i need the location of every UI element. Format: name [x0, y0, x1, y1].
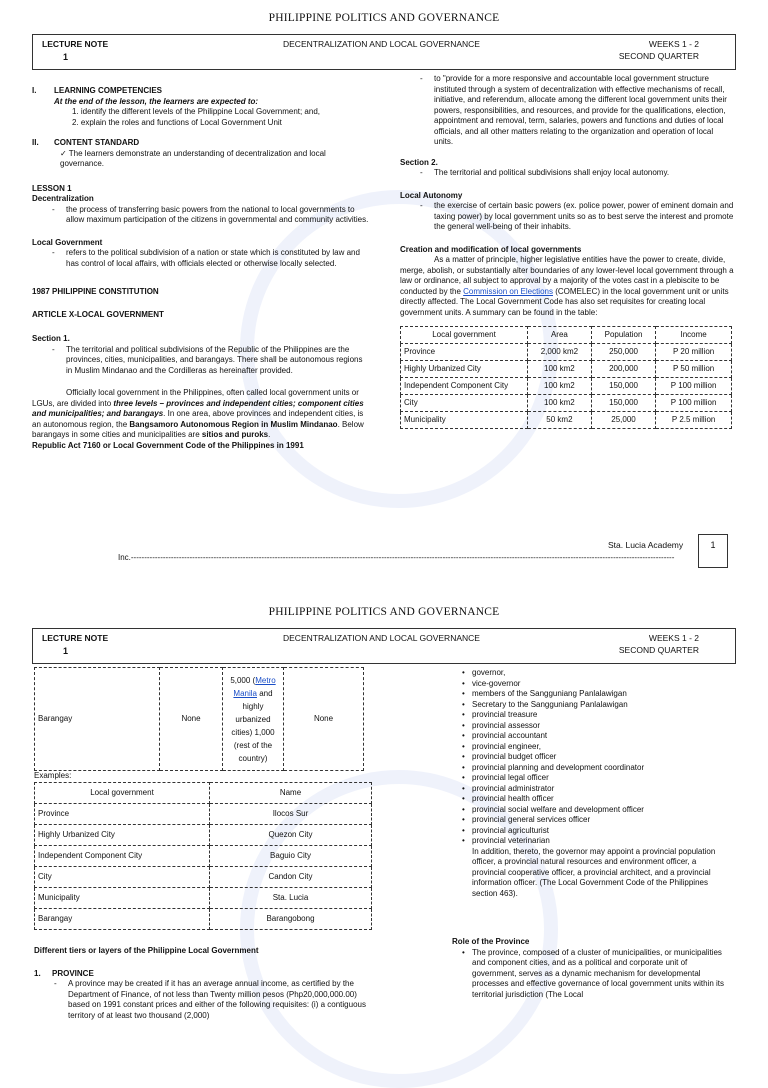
- page-number: 1: [698, 534, 728, 568]
- comelec-link[interactable]: Commission on Elections: [463, 286, 553, 296]
- list-item: 2. explain the roles and functions of Local Government Unit: [72, 117, 282, 127]
- paragraph: - The territorial and political subdivisions of the Republic of the Philippines are the provinces, cities, municipalities, and barangays. There shall be autonomous regions in Muslim Mindanao and the Cordilleras as hereinafter provided.: [32, 345, 370, 377]
- page-title: PHILIPPINE POLITICS AND GOVERNANCE: [268, 606, 500, 618]
- examples-label: Examples:: [34, 771, 72, 780]
- list-item: • provincial general services officer: [472, 815, 730, 826]
- tiers-section: [34, 946, 370, 1021]
- list-item: • The province, composed of a cluster of municipalities, or municipalities and component cities, and as a political and corporate unit of government, serves as a dynamic mechanism for developmental processes and effective governance of local government units within its territorial jurisdiction (The Local: [472, 948, 730, 1001]
- officials-column: [452, 668, 730, 1000]
- paragraph: As a matter of principle, higher legislative entities have the power to create, divide, merge, abolish, or substantially alter boundaries of any lower-level local government through a law or ordinance, all subject to approval by a majority of the votes cast in a plebiscite to be conducted by the Commission on Elections (COMELEC) in the local government unit or units directly affected. The Local Government Code has also set requisites for creating local government units. A summary can be found in the table:: [400, 255, 734, 317]
- table-row: Highly Urbanized City Quezon City: [35, 825, 372, 846]
- table-header-row: Local government Name: [35, 783, 372, 804]
- list-item: • provincial engineer,: [472, 742, 730, 753]
- list-item: 1. identify the different levels of the Philippine Local Government; and,: [72, 107, 321, 116]
- list-item: • Secretary to the Sangguniang Panlalawigan: [472, 700, 730, 711]
- list-item: • provincial accountant: [472, 731, 730, 742]
- list-item: • vice-governor: [472, 679, 730, 690]
- tiers-heading: Different tiers or layers of the Philippine Local Government: [34, 946, 259, 955]
- requisites-table: [400, 326, 732, 429]
- section-heading: CONTENT STANDARD: [54, 138, 140, 147]
- table-row: City Candon City: [35, 867, 372, 888]
- list-item: • governor,: [472, 668, 730, 679]
- section-heading: Section 2.: [400, 157, 438, 167]
- province-heading: PROVINCE: [52, 968, 94, 978]
- table-row: Barangay Barangobong: [35, 909, 372, 930]
- table-row: Independent Component City Baguio City: [35, 846, 372, 867]
- paragraph: Officially local government in the Philippines, often called local government units or LGUs, are divided into three levels – provinces and independent cities; component cities and municipalities; and barangays. In one area, above provinces and independent cities, is an autonomous region, the Bangsamoro Autonomous Region in Muslim Mindanao. Below barangays in some cities and municipalities are sitios and puroks.: [32, 388, 364, 439]
- section-number: II.: [32, 138, 39, 147]
- footer-academy: Sta. Lucia Academy: [608, 540, 684, 550]
- table-row: Municipality 50 km2 25,000 P 2.5 million: [401, 412, 732, 429]
- table-row: Highly Urbanized City 100 km2 200,000 P 50 million: [401, 361, 732, 378]
- quarter-label: SECOND QUARTER: [618, 645, 699, 655]
- table-row: Province Ilocos Sur: [35, 804, 372, 825]
- table-row: Municipality Sta. Lucia: [35, 888, 372, 909]
- list-item: • provincial treasure: [472, 710, 730, 721]
- role-list: [452, 948, 730, 1001]
- footer-inc: Inc.------------------------------------------------------------------------------------------------------------------------------------------------------------------------------------------------------------: [118, 553, 675, 562]
- ra-heading: Republic Act 7160 or Local Government Code of the Philippines in 1991: [32, 440, 304, 450]
- definition: - the exercise of certain basic powers (ex. police power, power of eminent domain and taxing power) by local government units so as to best serve the interest and promote the general well-being of their inhabits.: [400, 201, 734, 233]
- lecture-header: [32, 34, 736, 70]
- list-item: • provincial legal officer: [472, 773, 730, 784]
- list-item: • provincial social welfare and development officer: [472, 805, 730, 816]
- right-column: [400, 74, 734, 429]
- table-header-row: Local government Area Population Income: [401, 327, 732, 344]
- table-row: Province 2,000 km2 250,000 P 20 million: [401, 344, 732, 361]
- definition: - the process of transferring basic powers from the national to local governments to allow maximum participation of the citizens in governmental and community activities.: [32, 205, 370, 226]
- weeks-label: WEEKS 1 - 2: [648, 39, 699, 49]
- examples-table: [34, 782, 372, 930]
- topic-label: DECENTRALIZATION AND LOCAL GOVERNANCE: [283, 39, 480, 49]
- paragraph: In addition, thereto, the governor may appoint a provincial population officer, a provincial natural resources and environment officer, a provincial cooperative officer, a provincial architect, and a provincial information officer. (The Local Government Code of the Philippines section 463).: [472, 846, 716, 898]
- term-heading: Creation and modification of local governments: [400, 244, 582, 254]
- paragraph: - to "provide for a more responsive and accountable local government structure instituted through a system of decentralization with effective mechanisms of recall, initiative, and referendum, allocate among the different local government units their powers, responsibilities, and resources, and provide for the qualifications, election, appointment and removal, term, salaries, powers and functions and duties of local officials, and all other matters relating to the organization and operation of local units.: [400, 74, 734, 148]
- list-item: • provincial veterinarian: [472, 836, 730, 847]
- paragraph: - A province may be created if it has an average annual income, as certified by the Department of Finance, of not less than Twenty million pesos (Php20,000,000.00) based on 1991 constant prices and either of the following requisites: (i) a contiguous territory of at least two thousand (2,000): [34, 979, 370, 1021]
- table-row: Barangay None 5,000 (Metro Manila and highly urbanized cities) 1,000 (rest of the country) None: [35, 668, 364, 771]
- metro-manila-link[interactable]: Metro Manila: [233, 675, 276, 698]
- role-heading: Role of the Province: [452, 937, 530, 946]
- officials-list: [452, 668, 730, 847]
- article-heading: ARTICLE X-LOCAL GOVERNMENT: [32, 309, 164, 319]
- lecture-note-label: LECTURE NOTE: [42, 633, 109, 643]
- intro-text: At the end of the lesson, the learners are expected to:: [54, 96, 259, 106]
- list-item: • provincial health officer: [472, 794, 730, 805]
- definition: - refers to the political subdivision of a nation or state which is constituted by law and has control of local affairs, with officials elected or otherwise locally selected.: [32, 248, 370, 269]
- section-heading: LEARNING COMPETENCIES: [54, 86, 163, 95]
- lecture-number: 1: [63, 646, 69, 656]
- constitution-heading: 1987 PHILIPPINE CONSTITUTION: [32, 287, 159, 296]
- table-row: Independent Component City 100 km2 150,000 P 100 million: [401, 378, 732, 395]
- term-heading: Local Government: [32, 237, 103, 247]
- section-heading: Section 1.: [32, 334, 70, 343]
- section-number: I.: [32, 86, 37, 95]
- list-item: • provincial administrator: [472, 784, 730, 795]
- term-heading: Local Autonomy: [400, 190, 463, 200]
- barangay-requisites-table: [34, 667, 364, 771]
- lesson-label: LESSON 1: [32, 183, 72, 193]
- topic-label: DECENTRALIZATION AND LOCAL GOVERNANCE: [283, 633, 480, 643]
- left-column: [32, 86, 370, 451]
- list-item: • provincial planning and development coordinator: [472, 763, 730, 774]
- table-row: City 100 km2 150,000 P 100 million: [401, 395, 732, 412]
- paragraph: - The territorial and political subdivisions shall enjoy local autonomy.: [400, 168, 734, 179]
- term-heading: Decentralization: [32, 194, 94, 203]
- paragraph: ✓ The learners demonstrate an understanding of decentralization and local governance.: [60, 148, 326, 168]
- list-item: • provincial assessor: [472, 721, 730, 732]
- quarter-label: SECOND QUARTER: [618, 51, 699, 61]
- weeks-label: WEEKS 1 - 2: [648, 633, 699, 643]
- page-title: PHILIPPINE POLITICS AND GOVERNANCE: [268, 12, 500, 24]
- list-item: • provincial budget officer: [472, 752, 730, 763]
- list-number: 1.: [34, 968, 41, 978]
- lecture-header: [32, 628, 736, 664]
- list-item: • provincial agriculturist: [472, 826, 730, 837]
- list-item: • members of the Sangguniang Panlalawigan: [472, 689, 730, 700]
- lecture-number: 1: [63, 52, 69, 62]
- lecture-note-label: LECTURE NOTE: [42, 39, 109, 49]
